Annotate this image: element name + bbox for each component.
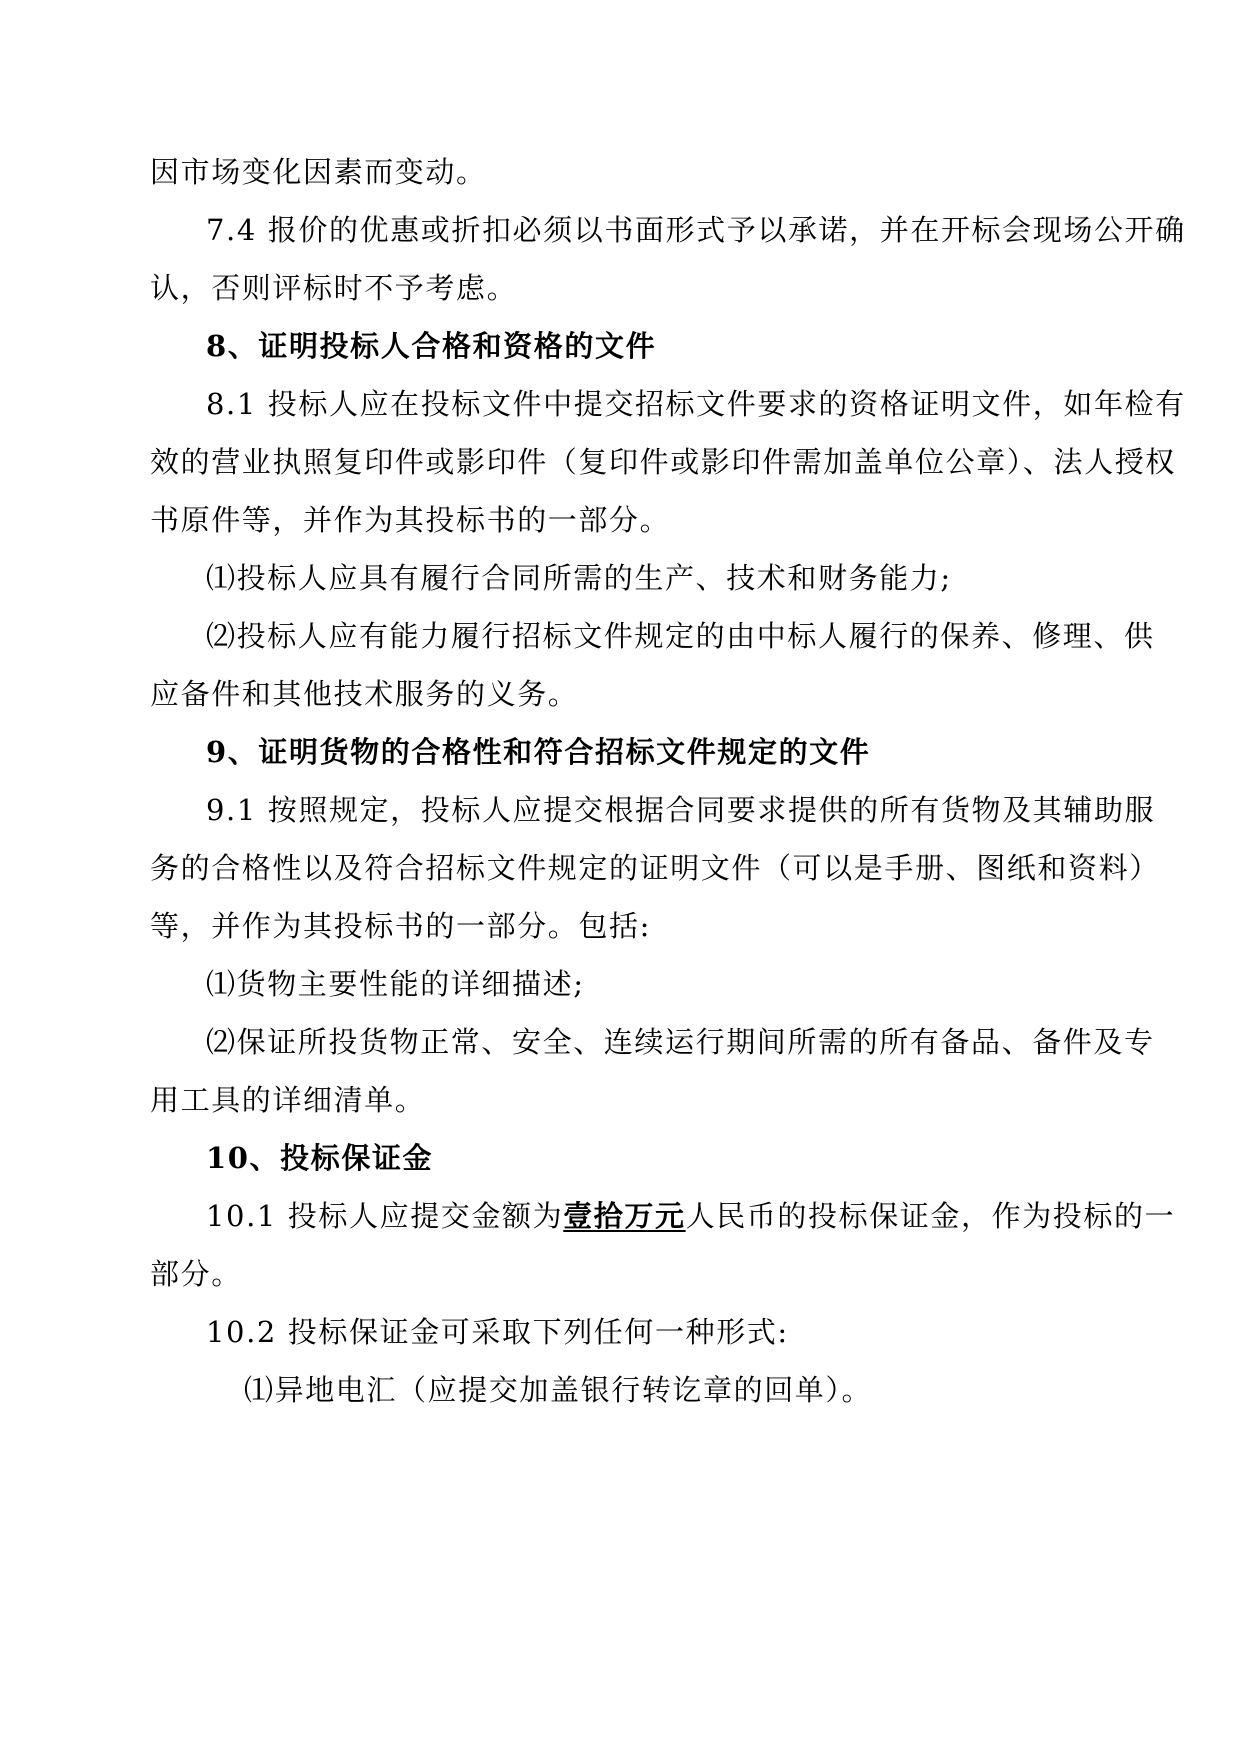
- text-line: 应备件和其他技术服务的义务。: [150, 677, 579, 711]
- section-heading-8: 8、证明投标人合格和资格的文件: [206, 329, 657, 363]
- text-line: 用工具的详细清单。: [150, 1083, 426, 1117]
- text-line: 10.2 投标保证金可采取下列任何一种形式:: [206, 1315, 789, 1349]
- list-item: ⑴投标人应具有履行合同所需的生产、技术和财务能力;: [206, 561, 952, 595]
- text-span: 10.1 投标人应提交金额为: [206, 1199, 564, 1233]
- text-line: 8.1 投标人应在投标文件中提交招标文件要求的资格证明文件，如年检有: [206, 387, 1186, 421]
- section-heading-10: 10、投标保证金: [206, 1141, 434, 1175]
- text-line: 部分。: [150, 1257, 242, 1291]
- list-item: ⑵保证所投货物正常、安全、连续运行期间所需的所有备品、备件及专: [206, 1025, 1155, 1059]
- text-line: 7.4 报价的优惠或折扣必须以书面形式予以承诺，并在开标会现场公开确: [206, 213, 1186, 247]
- list-item: ⑴货物主要性能的详细描述;: [206, 967, 585, 1001]
- text-span: 人民币的投标保证金，作为投标的一: [685, 1199, 1176, 1233]
- text-line: [206, 1196, 1176, 1236]
- text-line: 务的合格性以及符合招标文件规定的证明文件（可以是手册、图纸和资料）: [150, 851, 1160, 885]
- text-line: 9.1 按照规定，投标人应提交根据合同要求提供的所有货物及其辅助服: [206, 793, 1156, 827]
- list-item: ⑵投标人应有能力履行招标文件规定的由中标人履行的保养、修理、供: [206, 619, 1155, 653]
- deposit-amount: 壹拾万元: [563, 1199, 686, 1233]
- text-line: 书原件等，并作为其投标书的一部分。: [150, 503, 671, 537]
- text-line: 等，并作为其投标书的一部分。包括:: [150, 909, 651, 943]
- text-line: 效的营业执照复印件或影印件（复印件或影印件需加盖单位公章）、法人授权: [150, 445, 1176, 479]
- document-page: [150, 0, 1186, 1754]
- list-item: ⑴异地电汇（应提交加盖银行转讫章的回单）。: [244, 1373, 873, 1407]
- text-line: 因市场变化因素而变动。: [150, 155, 487, 189]
- section-heading-9: 9、证明货物的合格性和符合招标文件规定的文件: [206, 735, 871, 769]
- text-line: 认，否则评标时不予考虑。: [150, 271, 518, 305]
